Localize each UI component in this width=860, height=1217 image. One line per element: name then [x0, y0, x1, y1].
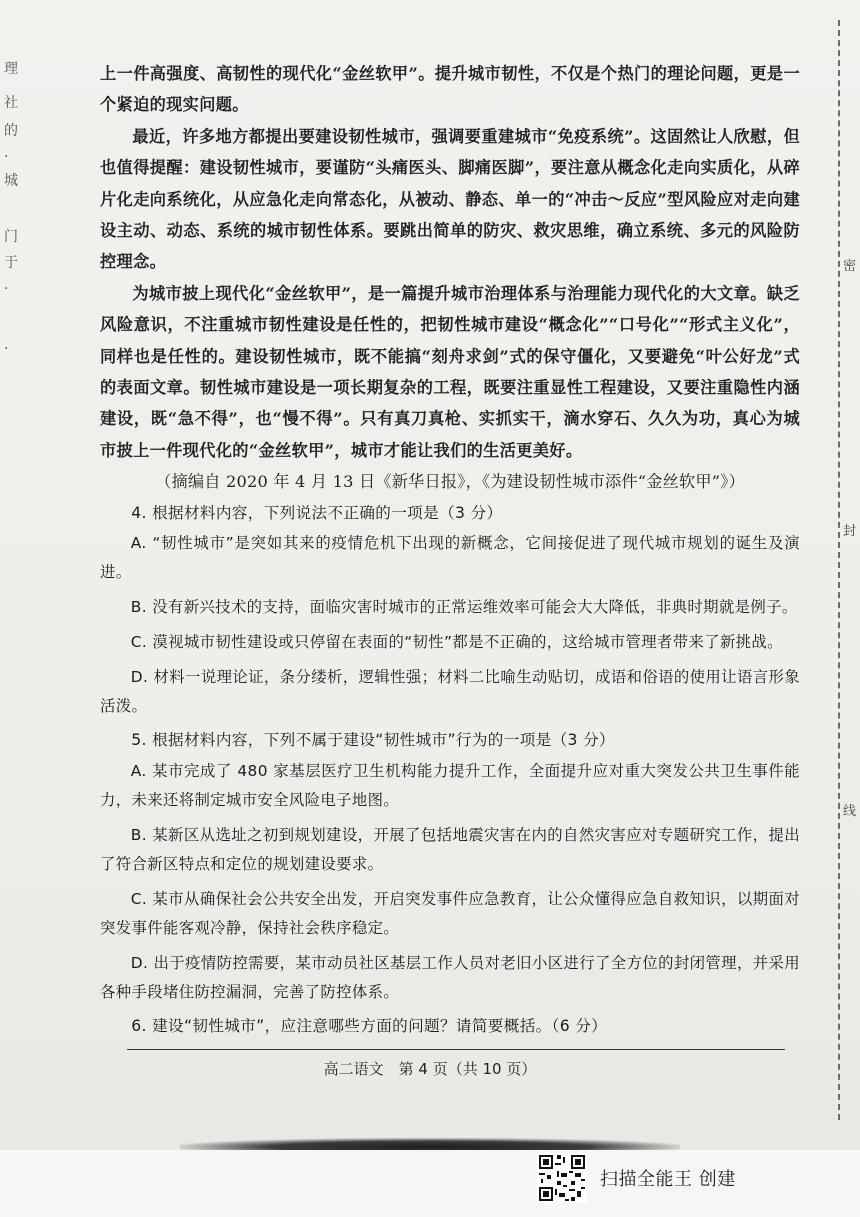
- question-5-option-b: B. 某新区从选址之初到规划建设，开展了包括地震灾害在内的自然灾害应对专题研究工作，提出了符合新区特点和定位的规划建设要求。: [100, 825, 800, 873]
- question-4-option-b: B. 没有新兴技术的支持，面临灾害时城市的正常运维效率可能会大大降低，非典时期就是例子。: [130, 598, 798, 617]
- question-5-option-a: A. 某市完成了 480 家基层医疗卫生机构能力提升工作，全面提升应对重大突发公共卫生事件能力，未来还将制定城市安全风险电子地图。: [100, 761, 800, 809]
- question-stem-5: 5. 根据材料内容，下列不属于建设“韧性城市”行为的一项是（3 分）: [131, 731, 615, 750]
- margin-char: ·: [4, 341, 9, 357]
- margin-char: 社: [4, 95, 18, 111]
- margin-char: 门: [4, 229, 18, 245]
- question-4-option-d: D. 材料一说理论证，条分缕析，逻辑性强；材料二比喻生动贴切，成语和俗语的使用让语言形象活泼。: [100, 668, 800, 716]
- question-stem-4: 4. 根据材料内容，下列说法不正确的一项是（3 分）: [131, 503, 503, 522]
- body-paragraph: 为城市披上现代化“金丝软甲”，是一篇提升城市治理体系与治理能力现代化的大文章。缺乏风险意识，不注重城市韧性建设是任性的，把韧性城市建设“概念化”“口号化”“形式主义化”，同样也是任性的。建设韧性城市，既不能搞“刻舟求剑”式的保守僵化，又要避免“叶公好龙”式的表面文章。韧性城市建设是一项长期复杂的工程，既要注重显性工程建设，又要注重隐性内涵建设，既“急不得”，也“慢不得”。只有真刀真枪、实抓实干，滴水穿石、久久为功，真心为城市披上一件现代化的“金丝软甲”，城市才能让我们的生活更美好。: [100, 283, 800, 460]
- question-stem-6: 6. 建设“韧性城市”，应注意哪些方面的问题？请简要概括。（6 分）: [131, 1016, 608, 1035]
- question-4-option-c: C. 漠视城市韧性建设或只停留在表面的“韧性”都是不正确的，这给城市管理者带来了新挑战。: [130, 633, 783, 652]
- body-paragraph: 最近，许多地方都提出要建设韧性城市，强调要重建城市“免疫系统”。这固然让人欣慰，但也值得提醒：建设韧性城市，要谨防“头痛医头、脚痛医脚”，要注意从概念化走向实质化，从碎片化走向系统化，从应急化走向常态化，从被动、静态、单一的“冲击～反应”型风险应对走向建设主动、动态、系统的城市韧性体系。要跳出简单的防灾、救灾思维，确立系统、多元的风险防控理念。: [100, 126, 800, 272]
- scanner-watermark: 扫描全能王 创建: [600, 1169, 736, 1190]
- question-5-option-c: C. 某市从确保社会公共安全出发，开启突发事件应急教育，让公众懂得应急自救知识，以期面对突发事件能客观冷静，保持社会秩序稳定。: [100, 889, 800, 937]
- margin-char: 理: [4, 61, 18, 77]
- page-content: [100, 58, 800, 1042]
- body-paragraph: 上一件高强度、高韧性的现代化“金丝软甲”。提升城市韧性，不仅是个热门的理论问题，更是一个紧迫的现实问题。: [100, 64, 800, 115]
- source-citation: （摘编自 2020 年 4 月 13 日《新华日报》，《为建设韧性城市添件“金丝软甲”》）: [155, 472, 745, 492]
- question-5-option-d: D. 出于疫情防控需要，某市动员社区基层工作人员对老旧小区进行了全方位的封闭管理，并采用各种手段堵住防控漏洞，完善了防控体系。: [100, 953, 800, 1001]
- margin-char: ·: [4, 149, 9, 165]
- qr-code-icon: [537, 1153, 587, 1203]
- question-4-option-a: A. “韧性城市”是突如其来的疫情危机下出现的新概念，它间接促进了现代城市规划的诞生及演进。: [100, 534, 800, 582]
- margin-char: 于: [4, 255, 18, 271]
- margin-char: 城: [4, 173, 18, 189]
- page-footer: 高二语文 第 4 页（共 10 页）: [323, 1060, 537, 1078]
- seal-dashed-line: [838, 20, 840, 1120]
- seal-char-mi: 密: [843, 259, 857, 274]
- seal-char-xian: 线: [843, 804, 857, 819]
- margin-char: 的: [4, 123, 18, 139]
- footer-rule: [127, 1049, 785, 1050]
- seal-char-feng: 封: [843, 524, 857, 539]
- margin-char: ·: [4, 281, 9, 297]
